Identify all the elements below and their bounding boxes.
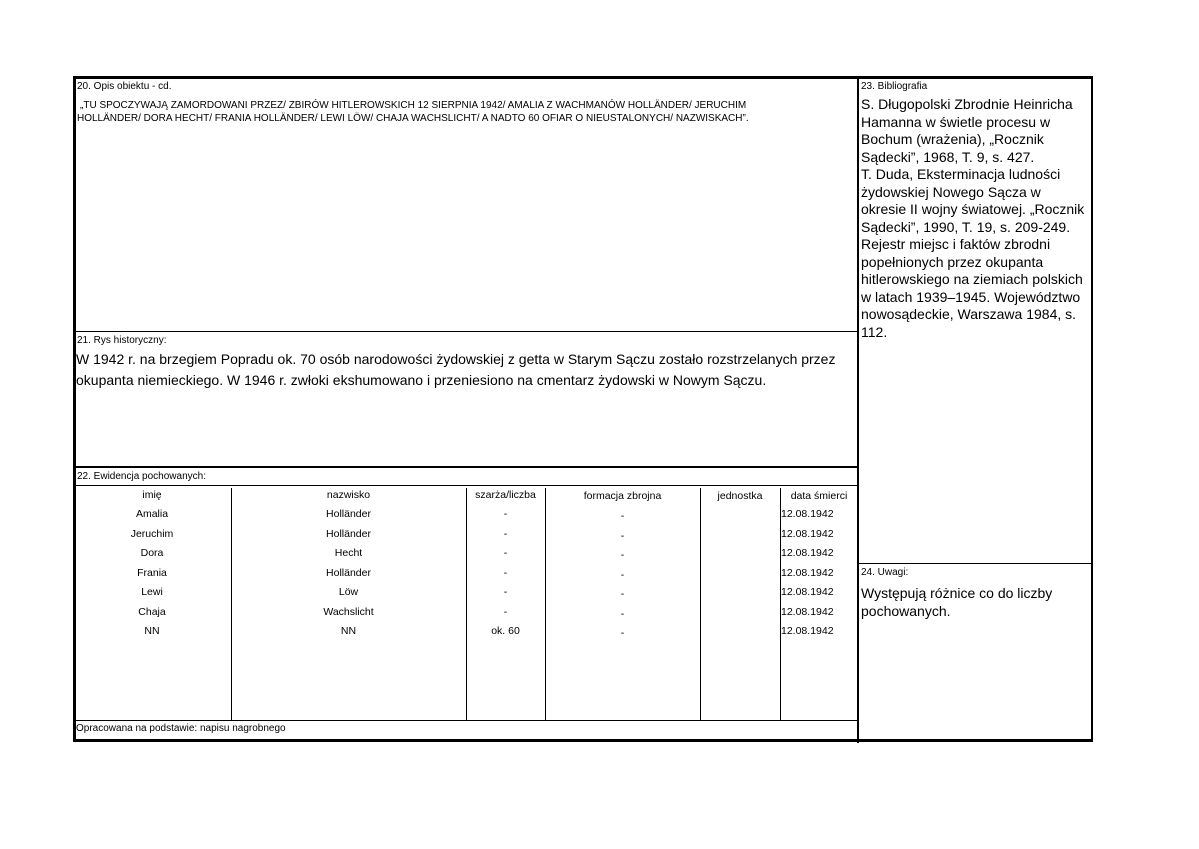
- table-footer-source: Opracowana na podstawie: napisu nagrobnego: [76, 723, 286, 734]
- header-szarza: szarża/liczba: [475, 489, 536, 501]
- cell-formacja: -: [620, 549, 625, 561]
- bibliography-line: okresie II wojny światowej. „Rocznik: [861, 201, 1085, 217]
- cell-data: 12.08.1942: [781, 586, 834, 598]
- bibliography-line: 112.: [861, 323, 888, 340]
- left-bottom-border: [73, 739, 859, 742]
- cell-nazwisko: Wachslicht: [323, 606, 374, 618]
- header-imie: imię: [142, 489, 162, 501]
- bibliography-line: Sądecki”, 1990, T. 19, s. 209-249.: [861, 218, 1071, 235]
- bibliography-line: T. Duda, Eksterminacja ludności: [861, 166, 1061, 182]
- bibliography-line: żydowskiej Nowego Sącza w: [861, 183, 1041, 200]
- cell-szarza: -: [503, 508, 508, 520]
- cell-data: 12.08.1942: [781, 606, 834, 618]
- divider-21-22: [73, 466, 858, 468]
- table-top-line: [73, 485, 858, 486]
- bibliography-line: S. Długopolski Zbrodnie Heinricha: [861, 96, 1073, 112]
- cell-szarza: -: [503, 567, 508, 579]
- cell-formacja: -: [620, 608, 625, 620]
- cell-data: 12.08.1942: [781, 547, 834, 559]
- cell-szarza: ok. 60: [491, 625, 520, 637]
- header-jednostka: jednostka: [717, 490, 763, 502]
- bibliography-line: hitlerowskiego na ziemiach polskich: [861, 271, 1083, 287]
- cell-imie: Lewi: [141, 586, 163, 598]
- cell-nazwisko: Holländer: [326, 567, 371, 579]
- section20-inscription-line2: HOLLÄNDER/ DORA HECHT/ FRANIA HOLLÄNDER/ LEWI LÖW/ CHAJA WACHSLICHT/ A NADTO 60 OFIAR O NIEUSTALONYCH/ NAZWISKACH”.: [77, 113, 749, 124]
- section21-title: 21. Rys historyczny:: [77, 335, 167, 346]
- section21-text-line2: okupanta niemieckiego. W 1946 r. zwłoki ekshumowano i przeniesiono na cmentarz żydowski w Nowym Sączu.: [76, 372, 767, 388]
- divider-20-21: [73, 331, 858, 332]
- cell-imie: NN: [144, 625, 160, 637]
- column-divider: [857, 76, 859, 743]
- cell-nazwisko: Löw: [338, 586, 359, 598]
- bibliography-line: popełnionych przez okupanta: [861, 253, 1044, 270]
- header-data: data śmierci: [790, 490, 848, 502]
- cell-formacja: -: [620, 588, 625, 600]
- section22-title: 22. Ewidencja pochowanych:: [77, 471, 206, 482]
- section24-remark-line2: pochowanych.: [861, 603, 951, 619]
- bibliography-line: Rejestr miejsc i faktów zbrodni: [861, 236, 1051, 252]
- cell-nazwisko: Holländer: [326, 528, 371, 540]
- section20-title: 20. Opis obiektu - cd.: [77, 81, 172, 92]
- section21-text-line1: W 1942 r. na brzegiem Popradu ok. 70 osób narodowości żydowskiej z getta w Starym Sączu zostało rozstrzelanych przez: [76, 351, 836, 367]
- cell-data: 12.08.1942: [781, 567, 834, 579]
- section23-bibliography: [861, 96, 1084, 341]
- cell-imie: Amalia: [135, 508, 169, 520]
- cell-data: 12.08.1942: [781, 528, 834, 540]
- cell-formacja: -: [620, 530, 625, 542]
- cell-formacja: -: [620, 510, 625, 522]
- table-col-line: [780, 488, 781, 720]
- section20-inscription-line1: „TU SPOCZYWAJĄ ZAMORDOWANI PRZEZ/ ZBIRÓW HITLEROWSKICH 12 SIERPNIA 1942/ AMALIA Z WACHMANÓW HOLLÄNDER/ JERUCHIM: [80, 100, 747, 111]
- cell-imie: Frania: [137, 567, 167, 579]
- section23-title: 23. Bibliografia: [861, 81, 928, 92]
- cell-imie: Jeruchim: [130, 528, 174, 540]
- header-nazwisko: nazwisko: [326, 489, 371, 501]
- bibliography-line: Sądecki”, 1968, T. 9, s. 427.: [861, 148, 1035, 165]
- table-col-line: [231, 488, 232, 720]
- cell-imie: Dora: [140, 547, 164, 559]
- cell-nazwisko: NN: [340, 625, 357, 637]
- cell-data: 12.08.1942: [781, 625, 834, 637]
- cell-szarza: -: [503, 528, 508, 540]
- cell-szarza: -: [503, 586, 508, 598]
- cell-imie: Chaja: [138, 606, 166, 618]
- section24-title: 24. Uwagi:: [861, 567, 909, 578]
- cell-data: 12.08.1942: [781, 508, 834, 520]
- bibliography-line: Hamanna w świetle procesu w: [861, 113, 1051, 130]
- divider-23-24: [858, 563, 1092, 564]
- cell-formacja: -: [620, 627, 625, 639]
- cell-szarza: -: [503, 547, 508, 559]
- table-col-line: [466, 488, 467, 720]
- cell-nazwisko: Hecht: [334, 547, 363, 559]
- bibliography-line: nowosądeckie, Warszawa 1984, s.: [861, 306, 1077, 322]
- header-formacja: formacja zbrojna: [583, 490, 662, 502]
- bibliography-line: w latach 1939–1945. Województwo: [861, 288, 1081, 305]
- bibliography-line: Bochum (wrażenia), „Rocznik: [861, 131, 1044, 147]
- cell-formacja: -: [620, 569, 625, 581]
- section24-remark-line1: Występują różnice co do liczby: [861, 585, 1053, 601]
- table-col-line: [700, 488, 701, 720]
- table-footer-line: [73, 720, 858, 721]
- cell-szarza: -: [503, 606, 508, 618]
- cell-nazwisko: Holländer: [326, 508, 371, 520]
